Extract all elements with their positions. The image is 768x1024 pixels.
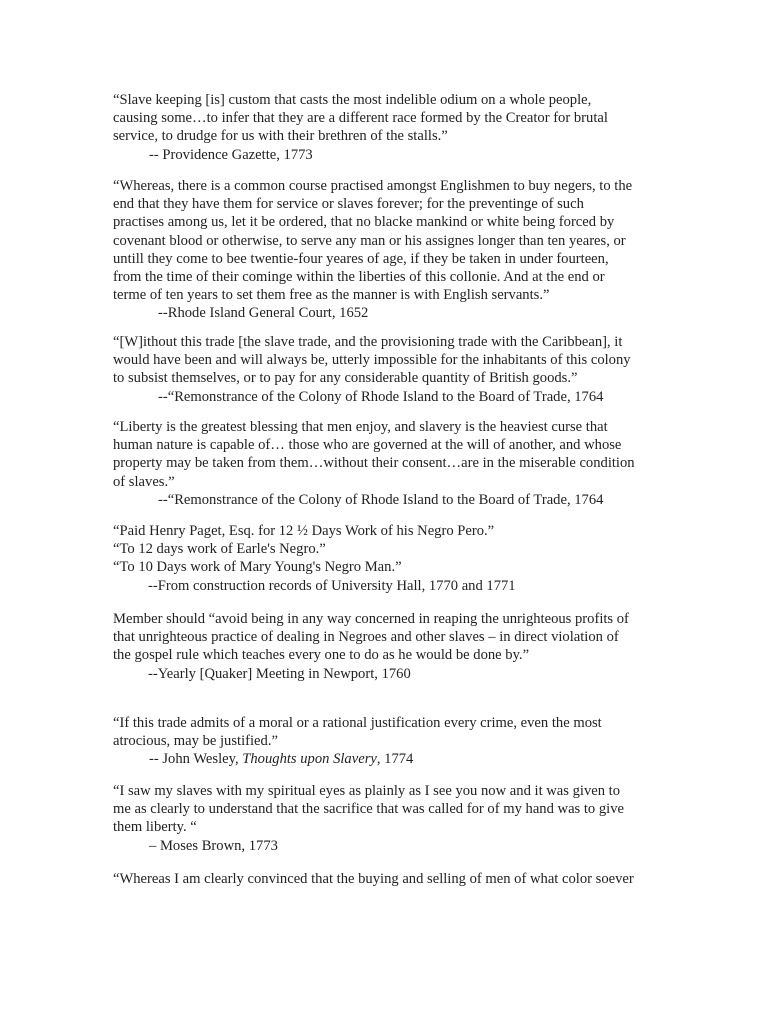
quote-remonstrance-trade [113,333,653,406]
quote-line: “Whereas, there is a common course practised amongst Englishmen to buy negers, to the [113,178,633,194]
quote-attribution: --“Remonstrance of the Colony of Rhode Island to the Board of Trade, 1764 [158,491,604,508]
quote-line: me as clearly to understand that the sacrifice that was called for of my hand was to give [113,801,625,818]
quote-line: “Whereas I am clearly convinced that the buying and selling of men of what color soever [113,871,634,887]
quote-line: to subsist themselves, or to pay for any considerable quantity of British goods.” [113,370,578,387]
quote-text [113,714,653,750]
quote-line: causing some…to infer that they are a different race formed by the Creator for brutal [113,110,608,127]
quote-line: “Slave keeping [is] custom that casts the most indelible odium on a whole people, [113,92,592,108]
quote-line: “I saw my slaves with my spiritual eyes as plainly as I see you now and it was given to [113,783,621,799]
quote-attribution: --Yearly [Quaker] Meeting in Newport, 1760 [148,665,411,682]
quote-line: untill they come to bee twentie-four yeares of age, if they be taken in under fourteen, [113,250,609,267]
quote-line: of slaves.” [113,473,175,490]
quote-line: Member should “avoid being in any way concerned in reaping the unrighteous profits of [113,611,629,627]
quote-line: property may be taken from them…without their consent…are in the miserable condition [113,455,635,472]
quote-line: “Paid Henry Paget, Esq. for 12 ½ Days Work of his Negro Pero.” [113,523,495,539]
quote-remonstrance-liberty [113,418,653,509]
quote-attribution: --From construction records of University Hall, 1770 and 1771 [148,577,516,594]
quote-rhode-island-general-court [113,177,653,323]
quote-text [113,91,653,146]
quote-line: service, to drudge for us with their brethren of the stalls.” [113,128,448,145]
attribution-book-title: Thoughts upon Slavery [242,751,377,768]
quote-line: the gospel rule which teaches every one to do as he would be done by.” [113,647,530,664]
quote-attribution: – Moses Brown, 1773 [149,837,278,854]
quote-line: “To 10 Days work of Mary Young's Negro Man.” [113,559,402,576]
quote-attribution [113,750,653,768]
quote-attribution: --“Remonstrance of the Colony of Rhode Island to the Board of Trade, 1764 [158,388,604,405]
attribution-suffix: , 1774 [376,751,414,768]
quote-line: covenant blood or otherwise, to serve any man or his assignes longer than ten yeares, or [113,232,626,249]
quote-john-wesley [113,714,653,769]
quote-providence-gazette [113,91,653,164]
quote-line: “Liberty is the greatest blessing that men enjoy, and slavery is the heaviest curse that [113,419,608,435]
quote-moses-brown [113,782,653,855]
quote-line: “If this trade admits of a moral or a rational justification every crime, even the most [113,715,602,731]
quote-line: that unrighteous practice of dealing in Negroes and other slaves – in direct violation of [113,629,619,646]
quote-text [113,418,653,491]
quote-line: them liberty. “ [113,819,197,836]
quote-line: “[W]ithout this trade [the slave trade, and the provisioning trade with the Caribbean], it [113,334,623,350]
quote-text [113,870,653,888]
quote-line: end that they have them for service or slaves forever; for the preventinge of such [113,196,584,213]
quote-whereas-convinced [113,870,653,888]
quote-text [113,177,653,304]
quote-text [113,782,653,837]
quote-line: terme of ten years to set them free as the manner is with English servants.” [113,287,550,304]
quote-line: “To 12 days work of Earle's Negro.” [113,541,326,558]
quote-text [113,610,653,665]
attribution-prefix: -- John Wesley, [149,751,243,768]
quote-attribution: -- Providence Gazette, 1773 [149,146,313,163]
quote-line: human nature is capable of… those who are governed at the will of another, and whose [113,437,622,454]
quote-attribution: --Rhode Island General Court, 1652 [158,305,369,322]
quote-line: atrocious, may be justified.” [113,733,278,750]
quote-university-hall-records [113,522,653,595]
quote-line: practises among us, let it be ordered, that no blacke mankind or white being forced by [113,214,615,231]
quote-line: would have been and will always be, utterly impossible for the inhabitants of this colony [113,352,631,369]
quote-quaker-meeting [113,610,653,683]
quote-text [113,333,653,388]
quote-text [113,522,653,577]
quote-line: from the time of their cominge within the liberties of this collonie. And at the end or [113,269,605,286]
